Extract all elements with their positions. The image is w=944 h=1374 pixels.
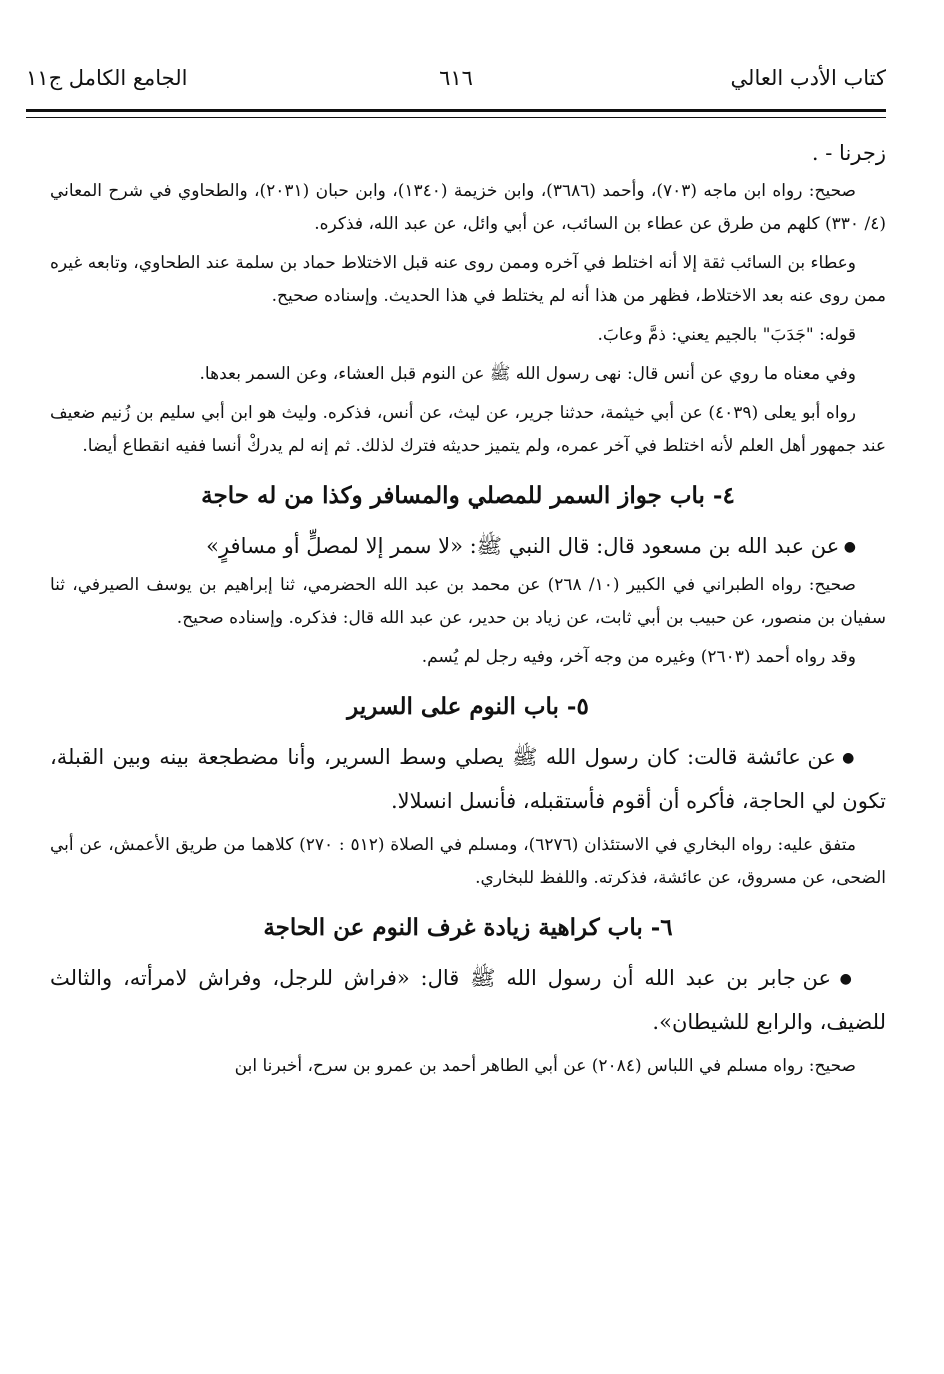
volume-title: الجامع الكامل ج١١ — [26, 66, 188, 90]
hadith-text: ● عن عائشة قالت: كان رسول الله ﷺ يصلي وسط السرير، وأنا مضطجعة بينه وبين القبلة، تكون لي الحاجة، فأكره أن أقوم فأستقبله، فأنسل انسلالا. — [50, 736, 886, 823]
header-rule-thin — [26, 117, 886, 118]
commentary-paragraph: وعطاء بن السائب ثقة إلا أنه اختلط في آخره وممن روى عنه قبل الاختلاط حماد بن سلمة عند الطحاوي، وتابعه غيره ممن روى عنه بعد الاختلاط، فظهر من هذا أنه لم يختلط في هذا الحديث. وإسناده صحيح. — [50, 253, 886, 306]
header-rule-thick — [26, 109, 886, 112]
hadith-ending: زجرنا - . — [811, 141, 886, 165]
hadith-text: ● عن جابر بن عبد الله أن رسول الله ﷺ قال: «فراش للرجل، وفراش لامرأته، والثالث للضيف، والرابع للشيطان». — [50, 957, 886, 1044]
takhrij-paragraph: صحيح: رواه الطبراني في الكبير (١٠/ ٢٦٨) عن محمد بن عبد الله الحضرمي، ثنا إبراهيم بن يوسف الصيرفي، ثنا سفيان بن منصور، عن حبيب بن أبي ثابت، عن زياد بن حدير، عن عبد الله قال: فذكره. وإسناده صحيح. — [50, 575, 886, 628]
chapter-heading: ٥- باب النوم على السرير — [347, 693, 589, 720]
takhrij-paragraph: رواه أبو يعلى (٤٠٣٩) عن أبي خيثمة، حدثنا جرير، عن ليث، عن أنس، فذكره. وليث هو ابن أبي سليم بن زُنيم ضعيف عند جمهور أهل العلم لأنه اختلط في آخر عمره، ولم يتميز حديثه فترك لذلك. ثم إنه لم يدركْ أنسا ففيه انقطاع أيضا. — [50, 403, 886, 456]
takhrij-paragraph: صحيح: رواه ابن ماجه (٧٠٣)، وأحمد (٣٦٨٦)، وابن خزيمة (١٣٤٠)، وابن حبان (٢٠٣١)، والطحاوي في شرح المعاني (٤/ ٣٣٠) كلهم من طرق عن عطاء بن السائب، عن أبي وائل، عن عبد الله، فذكره. — [50, 181, 886, 234]
hadith-text: ● عن عبد الله بن مسعود قال: قال النبي ﷺ: «لا سمر إلا لمصلٍّ أو مسافرٍ» — [50, 525, 886, 569]
commentary-paragraph: وقد رواه أحمد (٢٦٠٣) وغيره من وجه آخر، وفيه رجل لم يُسم. — [421, 647, 856, 667]
page-number: ٦١٦ — [439, 66, 473, 90]
takhrij-paragraph: صحيح: رواه مسلم في اللباس (٢٠٨٤) عن أبي الطاهر أحمد بن عمرو بن سرح، أخبرنا ابن — [234, 1056, 856, 1076]
book-title: كتاب الأدب العالي — [730, 66, 886, 90]
chapter-heading: ٦- باب كراهية زيادة غرف النوم عن الحاجة — [263, 914, 673, 941]
word-explanation: قوله: "جَدَبَ" بالجيم يعني: ذمَّ وعابَ. — [597, 325, 856, 345]
page-body — [50, 132, 886, 1083]
chapter-heading: ٤- باب جواز السمر للمصلي والمسافر وكذا من له حاجة — [201, 482, 735, 509]
takhrij-paragraph: متفق عليه: رواه البخاري في الاستئذان (٦٢٧٦)، ومسلم في الصلاة (٥١٢ : ٢٧٠) كلاهما من طريق الأعمش، عن أبي الضحى، عن مسروق، عن عائشة، فذكرته. واللفظ للبخاري. — [50, 835, 886, 888]
related-narration: وفي معناه ما روي عن أنس قال: نهى رسول الله ﷺ عن النوم قبل العشاء، وعن السمر بعدها. — [199, 364, 856, 384]
page-header — [26, 66, 886, 102]
